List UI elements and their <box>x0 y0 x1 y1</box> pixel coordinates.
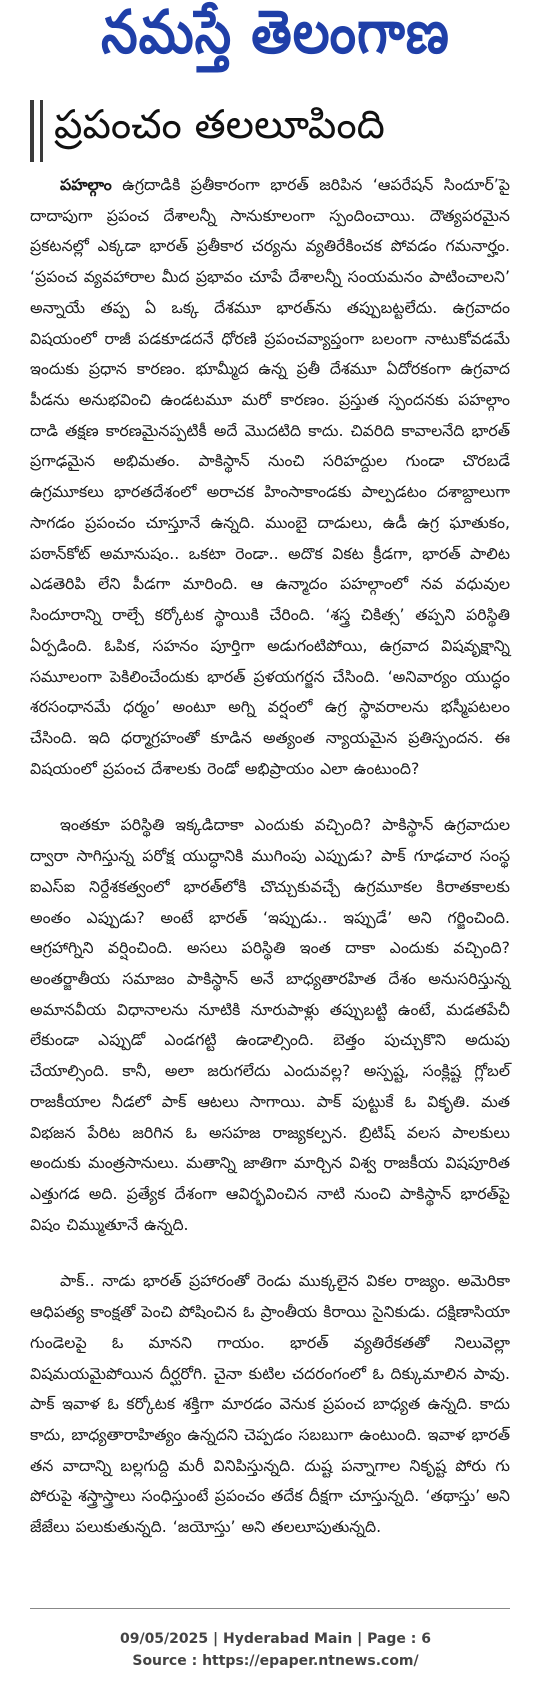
headline-rule-left <box>30 100 34 162</box>
paragraph-text: ఇంతకూ పరిస్థితి ఇక్కడిదాకా ఎందుకు వచ్చింది? పాకిస్థాన్ ఉగ్రవాదుల ద్వారా సాగిస్తున్న పరోక్ష యుద్ధానికి ముగింపు ఎప్పుడు? పాక్ గూఢచార సంస్థ ఐఎస్‌ఐ నిర్దేశకత్వంలో భారత్‌లోకి చొచ్చుకువచ్చే ఉగ్రమూకల కిరాతకాలకు అంతం ఎప్పుడు? అంటే భారత్ ‘ఇప్పుడు.. ఇప్పుడే’ అని గర్జించింది. ఆగ్రహాగ్నిని వర్షించింది. అసలు పరిస్థితి ఇంత దాకా ఎందుకు వచ్చింది? అంతర్జాతీయ సమాజం పాకిస్థాన్ అనే బాధ్యతారహిత దేశం అనుసరిస్తున్న అమానవీయ విధానాలను నూటికి నూరుపాళ్లు తప్పుబట్టి ఉంటే, మడతపేచీ లేకుండా ఎప్పుడో ఎండగట్టి ఉండాల్సింది. బెత్తం పుచ్చుకొని అదుపు చేయాల్సింది. కానీ, అలా జరుగలేదు ఎందువల్ల? అస్పష్ట, సంక్లిష్ట గ్లోబల్ రాజకీయాల నీడలో పాక్ ఆటలు సాగాయి. పాక్ పుట్టుకే ఓ వికృతి. మత విభజన పేరిట జరిగిన ఓ అసహజ రాజ్యకల్పన. బ్రిటిష్ వలస పాలకులు అందుకు మంత్రసానులు. మతాన్ని జాతిగా మార్చిన విశ్వ రాజకీయ విషపూరిత ఎత్తుగడ అది. ప్రత్యేక దేశంగా ఆవిర్భవించిన నాటి నుంచి పాకిస్థాన్ భారత్‌పై విషం చిమ్ముతూనే ఉన్నది. <box>30 815 510 1234</box>
article-paragraph-1 <box>30 170 510 784</box>
newspaper-title: నమస్తే తెలంగాణ <box>101 0 450 68</box>
headline-block <box>30 100 510 162</box>
headline-rule-inner <box>40 100 43 162</box>
edition-line: 09/05/2025 | Hyderabad Main | Page : 6 <box>119 1631 432 1647</box>
paragraph-text: ఉగ్రదాడికి ప్రతీకారంగా భారత్ జరిపిన ‘ఆపరేషన్ సిందూర్’పై దాదాపుగా ప్రపంచ దేశాలన్నీ సానుకూలంగా స్పందించాయి. దౌత్యపరమైన ప్రకటనల్లో ఎక్కడా భారత్ ప్రతీకార చర్యను వ్యతిరేకించక పోవడం గమనార్హం. ‘ప్రపంచ వ్యవహారాల మీద ప్రభావం చూపే దేశాలన్నీ సంయమనం పాటించాలని’ అన్నాయే తప్ప ఏ ఒక్క దేశమూ భారత్‌ను తప్పుబట్టలేదు. ఉగ్రవాదం విషయంలో రాజీ పడకూడదనే ధోరణి ప్రపంచవ్యాప్తంగా బలంగా నాటుకోవడమే ఇందుకు ప్రధాన కారణం. భూమ్మీద ఉన్న ప్రతీ దేశమూ ఏదోరకంగా ఉగ్రవాద పీడను అనుభవించి ఉండటమూ మరో కారణం. ప్రస్తుత స్పందనకు పహల్గాం దాడి తక్షణ కారణమైనప్పటికీ అదే మొదటిది కాదు. చివరిది కావాలనేది భారత్ ప్రగాఢమైన అభిమతం. పాకిస్థాన్ నుంచి సరిహద్దుల గుండా చొరబడే ఉగ్రమూకలు భారతదేశంలో అరాచక హింసాకాండకు పాల్పడటం దశాబ్దాలుగా సాగడం ప్రపంచం చూస్తూనే ఉన్నది. ముంబై దాడులు, ఉడీ ఉగ్ర ఘాతుకం, పఠాన్‌కోట్ అమానుషం.. ఒకటా రెండా.. అదొక వికట క్రీడగా, భారత్ పాలిట ఎడతెరిపి లేని పీడగా మారింది. ఆ ఉన్మాదం పహల్గాంలో నవ వధువుల సిందూరాన్ని రాల్చే కర్కోటక స్థాయికి చేరింది. ‘శస్త్ర చికిత్స’ తప్పని పరిస్థితి ఏర్పడింది. ఓపిక, సహనం పూర్తిగా అడుగంటిపోయి, ఉగ్రవాద విషవృక్షాన్ని సమూలంగా పెకిలించేందుకు భారత్ ప్రళయగర్జన చేసింది. ‘అనివార్యం యుద్ధం శరసంధానమే ధర్మం’ అంటూ అగ్ని వర్షంలో ఉగ్ర స్థావరాలను భస్మీపటలం చేసింది. ఇది ధర్మాగ్రహంతో కూడిన అత్యంత న్యాయమైన ప్రతిస్పందన. ఈ విషయంలో ప్రపంచ దేశాలకు రెండో అభిప్రాయం ఎలా ఉంటుంది? <box>30 175 510 778</box>
article-paragraph-3 <box>30 1266 510 1542</box>
article-paragraph-2 <box>30 810 510 1240</box>
footer-divider <box>30 1608 510 1609</box>
paragraph-text: పాక్.. నాడు భారత్ ప్రహారంతో రెండు ముక్కలైన వికల రాజ్యం. అమెరికా ఆధిపత్య కాంక్షతో పెంచి పోషించిన ఓ ప్రాంతీయ కిరాయి సైనికుడు. దక్షిణాసియా గుండెలపై ఓ మానని గాయం. భారత్ వ్యతిరేకతతో నిలువెల్లా విషమయమైపోయిన దీర్ఘరోగి. చైనా కుటిల చదరంగంలో ఓ దిక్కుమాలిన పావు. పాక్ ఇవాళ ఓ కర్కోటక శక్తిగా మారడం వెనుక ప్రపంచ బాధ్యత ఉన్నది. కాదు కాదు, బాధ్యతారాహిత్యం ఉన్నదని చెప్పడం సబబుగా ఉంటుంది. ఇవాళ భారత్ తన వాదాన్ని బల్లగుద్ది మరీ వినిపిస్తున్నది. దుష్ట పన్నాగాల నికృష్ట పోరు గు పోరుపై శస్త్రాస్త్రాలు సంధిస్తుంటే ప్రపంచం తదేక దీక్షగా చూస్తున్నది. ‘తథాస్తు’ అని జేజేలు పలుకుతున్నది. ‘జయోస్తు’ అని తలలూపుతున్నది. <box>30 1271 510 1537</box>
article-lead-word: పహల్గాం <box>60 175 112 194</box>
article-body <box>30 170 510 1543</box>
article-headline: ప్రపంచం తలలూపింది <box>54 102 385 148</box>
masthead <box>0 0 551 80</box>
source-line: Source : https://epaper.ntnews.com/ <box>132 1653 419 1669</box>
footer <box>0 1628 551 1672</box>
